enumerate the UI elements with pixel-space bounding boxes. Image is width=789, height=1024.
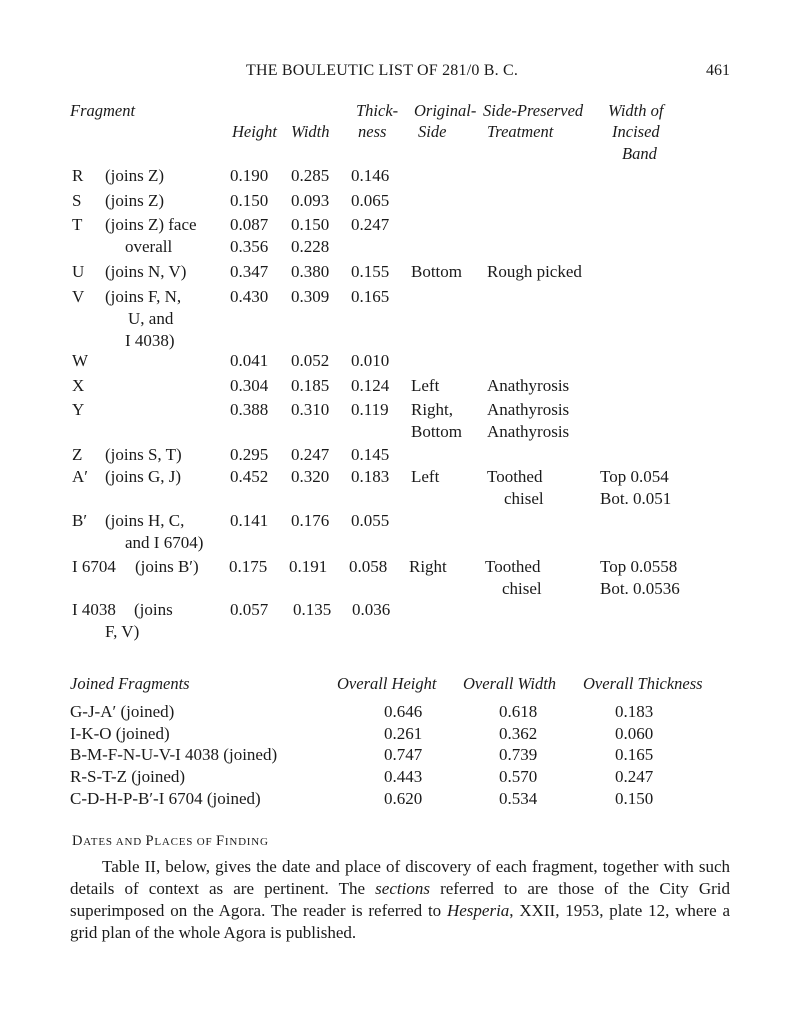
height-value: 0.356 [230, 237, 269, 256]
fragment-note: (joins S, T) [105, 445, 182, 464]
original-side-value: Bottom [411, 422, 463, 441]
col-original-side-header-line1: Original- [414, 101, 477, 120]
fragment-id: Z [72, 445, 83, 464]
treatment-value: Rough picked [487, 262, 582, 281]
height-value: 0.041 [230, 351, 269, 370]
band-width-value: Bot. 0.051 [600, 489, 672, 508]
fragment-note: F, V) [105, 622, 140, 641]
height-value: 0.190 [230, 166, 269, 185]
col-treatment-header-line2: Treatment [487, 122, 554, 141]
height-value: 0.057 [230, 600, 269, 619]
fragment-id: R [72, 166, 84, 185]
height-value: 0.304 [230, 376, 269, 395]
fragment-id: T [72, 215, 83, 234]
treatment-value: Anathyrosis [487, 376, 570, 395]
height-value: 0.388 [230, 400, 269, 419]
fragment-id: B′ [72, 511, 88, 530]
fragment-note: overall [125, 237, 173, 256]
thickness-value: 0.119 [351, 400, 389, 419]
overall-thickness-value: 0.183 [615, 702, 654, 721]
height-value: 0.150 [230, 191, 269, 210]
thickness-value: 0.183 [351, 467, 390, 486]
body-paragraph: Table II, below, gives the date and place of discovery of each fragment, together with such details of context as are pertinent. The sections referred to are those of the City Grid superimposed on the Agora. The reader is referred to Hesperia, XXII, 1953, plate 12, where a grid plan of the whole Agora is published. [70, 857, 730, 942]
thickness-value: 0.010 [351, 351, 390, 370]
height-value: 0.452 [230, 467, 269, 486]
overall-height-value: 0.620 [384, 789, 423, 808]
overall-height-value: 0.646 [384, 702, 423, 721]
thickness-value: 0.155 [351, 262, 390, 281]
width-value: 0.310 [291, 400, 330, 419]
original-side-value: Right, [411, 400, 454, 419]
col-thickness-header-line2: ness [358, 122, 387, 141]
original-side-value: Right [409, 557, 447, 576]
width-value: 0.228 [291, 237, 330, 256]
thickness-value: 0.065 [351, 191, 390, 210]
overall-height-value: 0.261 [384, 724, 423, 743]
section-heading: DATES AND PLACES OF FINDING [72, 833, 269, 849]
fragment-note: (joins G, J) [105, 467, 182, 486]
overall-thickness-value: 0.150 [615, 789, 654, 808]
fragment-id: I 4038 [72, 600, 116, 619]
fragment-note: (joins N, V) [105, 262, 187, 281]
thickness-value: 0.058 [349, 557, 388, 576]
overall-width-value: 0.618 [499, 702, 538, 721]
col-original-side-header-line2: Side [418, 122, 447, 141]
original-side-value: Left [411, 376, 440, 395]
col-band-header-line3: Band [622, 144, 657, 163]
width-value: 0.150 [291, 215, 330, 234]
treatment-value: Toothed [487, 467, 543, 486]
thickness-value: 0.165 [351, 287, 390, 306]
width-value: 0.135 [293, 600, 332, 619]
overall-thickness-header: Overall Thickness [583, 674, 703, 693]
fragment-note: (joins Z) [105, 191, 165, 210]
width-value: 0.320 [291, 467, 330, 486]
fragment-id: A′ [72, 467, 88, 486]
treatment-value: Anathyrosis [487, 422, 570, 441]
overall-width-value: 0.570 [499, 767, 538, 786]
joined-fragments-header: Joined Fragments [70, 674, 190, 693]
fragment-id: W [72, 351, 89, 370]
joined-fragment-name: R-S-T-Z (joined) [70, 767, 186, 786]
fragment-note: (joins F, N, [105, 287, 182, 306]
height-value: 0.347 [230, 262, 269, 281]
joined-fragment-name: B-M-F-N-U-V-I 4038 (joined) [70, 745, 278, 764]
fragment-note: (joins B′) [135, 557, 199, 576]
thickness-value: 0.036 [352, 600, 391, 619]
width-value: 0.052 [291, 351, 330, 370]
col-band-header-line2: Incised [612, 122, 660, 141]
col-band-header-line1: Width of [608, 101, 664, 120]
overall-height-value: 0.747 [384, 745, 423, 764]
sections-term: sections [375, 879, 430, 898]
fragment-id: U [72, 262, 85, 281]
overall-width-header: Overall Width [463, 674, 557, 693]
overall-width-value: 0.534 [499, 789, 538, 808]
treatment-value: Anathyrosis [487, 400, 570, 419]
band-width-value: Bot. 0.0536 [600, 579, 680, 598]
running-title: THE BOULEUTIC LIST OF 281/0 B. C. [246, 62, 519, 79]
band-width-value: Top 0.054 [600, 467, 669, 486]
width-value: 0.191 [289, 557, 328, 576]
fragment-note: (joins Z) face [105, 215, 197, 234]
width-value: 0.380 [291, 262, 330, 281]
col-height-header: Height [232, 122, 277, 141]
fragment-id: V [72, 287, 85, 306]
width-value: 0.309 [291, 287, 330, 306]
fragment-note: (joins H, C, [105, 511, 185, 530]
joined-fragment-name: G-J-A′ (joined) [70, 702, 175, 721]
fragment-note: U, and [128, 309, 174, 328]
col-fragment-header: Fragment [70, 101, 136, 120]
thickness-value: 0.145 [351, 445, 390, 464]
fragment-note: (joins Z) [105, 166, 165, 185]
height-value: 0.295 [230, 445, 269, 464]
joined-fragment-name: I-K-O (joined) [70, 724, 170, 743]
fragment-id: S [72, 191, 82, 210]
treatment-value: Toothed [485, 557, 541, 576]
overall-height-value: 0.443 [384, 767, 423, 786]
fragment-note: (joins [134, 600, 173, 619]
treatment-value: chisel [504, 489, 544, 508]
treatment-value: chisel [502, 579, 542, 598]
width-value: 0.093 [291, 191, 330, 210]
thickness-value: 0.124 [351, 376, 390, 395]
width-value: 0.247 [291, 445, 330, 464]
fragment-id: X [72, 376, 85, 395]
overall-width-value: 0.739 [499, 745, 538, 764]
original-side-value: Bottom [411, 262, 463, 281]
thickness-value: 0.247 [351, 215, 390, 234]
fragment-id: I 6704 [72, 557, 116, 576]
overall-thickness-value: 0.060 [615, 724, 654, 743]
height-value: 0.430 [230, 287, 269, 306]
height-value: 0.175 [229, 557, 268, 576]
band-width-value: Top 0.0558 [600, 557, 678, 576]
col-width-header: Width [291, 122, 330, 141]
hesperia-title: Hesperia [446, 901, 510, 920]
overall-height-header: Overall Height [337, 674, 437, 693]
fragment-note: I 4038) [125, 331, 175, 350]
original-side-value: Left [411, 467, 440, 486]
page-number: 461 [706, 62, 730, 79]
width-value: 0.285 [291, 166, 330, 185]
col-thickness-header-line1: Thick- [356, 101, 399, 120]
height-value: 0.087 [230, 215, 269, 234]
fragment-note: and I 6704) [125, 533, 204, 552]
width-value: 0.185 [291, 376, 330, 395]
thickness-value: 0.055 [351, 511, 390, 530]
overall-thickness-value: 0.247 [615, 767, 654, 786]
col-treatment-header-line1: Side-Preserved [483, 101, 584, 120]
width-value: 0.176 [291, 511, 330, 530]
joined-fragment-name: C-D-H-P-B′-I 6704 (joined) [70, 789, 261, 808]
height-value: 0.141 [230, 511, 269, 530]
overall-thickness-value: 0.165 [615, 745, 654, 764]
thickness-value: 0.146 [351, 166, 390, 185]
overall-width-value: 0.362 [499, 724, 538, 743]
fragment-id: Y [72, 400, 85, 419]
